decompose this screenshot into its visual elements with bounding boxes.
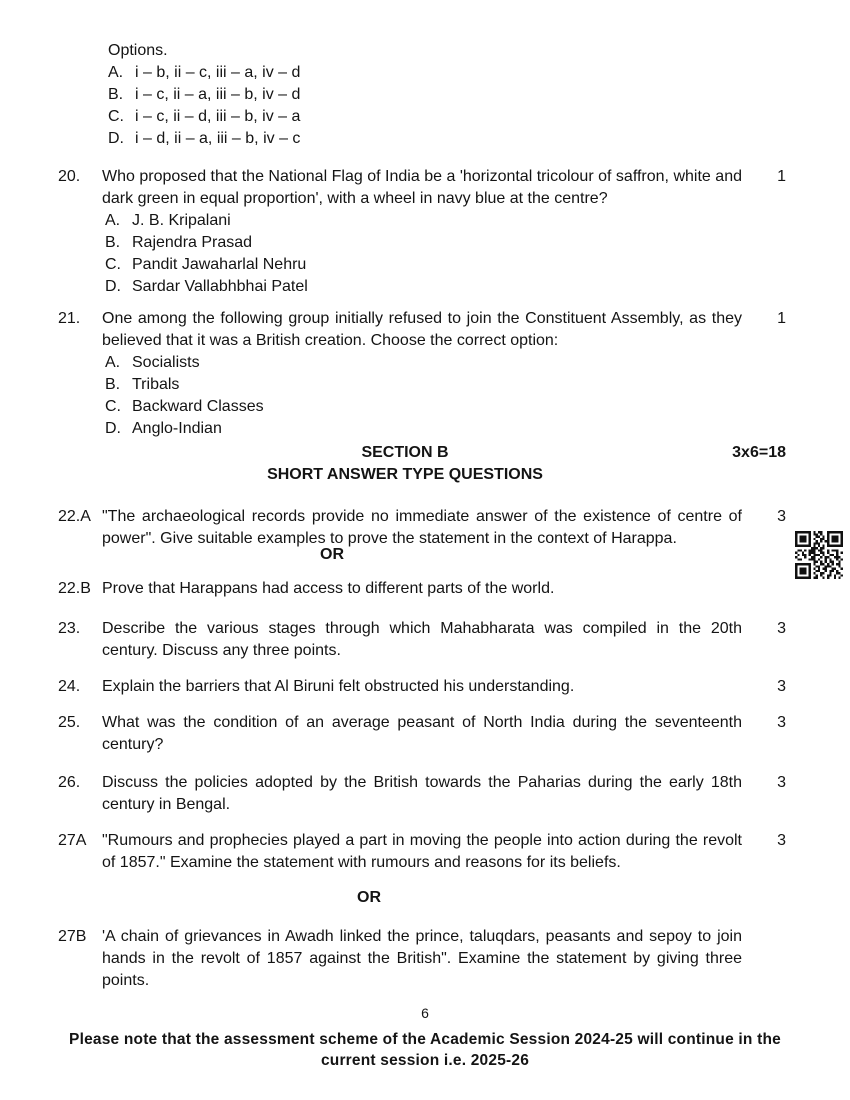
option-text: Tribals — [132, 376, 180, 393]
option-letter: B. — [105, 234, 121, 251]
question-number: 21. — [58, 310, 81, 327]
option-letter: B. — [105, 376, 121, 393]
match-option-a — [108, 62, 850, 84]
option-a — [105, 210, 742, 232]
question-number: 22.A — [58, 508, 91, 525]
question-text: "The archaeological records provide no immediate answer of the existence of centre of power". Give suitable examples to prove the statement in the context of Harappa. — [102, 508, 742, 547]
match-options-header: Options. — [108, 42, 168, 59]
option-text: Rajendra Prasad — [132, 234, 253, 251]
question-marks: 3 — [777, 678, 786, 695]
or-label: OR — [320, 546, 344, 563]
or-label: OR — [357, 889, 381, 906]
question-22b — [58, 578, 850, 600]
option-d — [105, 418, 742, 440]
section-title: SECTION B — [361, 444, 449, 461]
question-text: Who proposed that the National Flag of India be a 'horizontal tricolour of saffron, white and dark green in equal proportion', with a wheel in navy blue at the centre? — [102, 168, 742, 207]
section-subtitle: SHORT ANSWER TYPE QUESTIONS — [267, 466, 543, 483]
option-text: i – c, ii – a, iii – b, iv – d — [135, 86, 301, 103]
question-marks: 1 — [777, 168, 786, 185]
option-c — [105, 254, 742, 276]
option-b — [105, 232, 742, 254]
option-text: Pandit Jawaharlal Nehru — [132, 256, 307, 273]
question-24 — [58, 676, 850, 698]
question-27b — [58, 926, 850, 992]
question-marks: 3 — [777, 508, 786, 525]
option-letter: C. — [108, 108, 124, 125]
option-text: i – c, ii – d, iii – b, iv – a — [135, 108, 301, 125]
question-number: 26. — [58, 774, 81, 791]
question-25 — [58, 712, 850, 756]
option-text: Backward Classes — [132, 398, 264, 415]
option-letter: A. — [105, 212, 121, 229]
option-c — [105, 396, 742, 418]
option-letter: D. — [105, 420, 121, 437]
question-number: 27A — [58, 832, 87, 849]
section-b-header — [58, 442, 850, 486]
question-number: 27B — [58, 928, 87, 945]
question-21 — [58, 308, 850, 440]
option-letter: A. — [105, 354, 121, 371]
question-number: 23. — [58, 620, 81, 637]
footer-note: Please note that the assessment scheme of the Academic Session 2024-25 will continue in the current session i.e. 2025-26 — [69, 1031, 781, 1069]
option-letter: B. — [108, 86, 124, 103]
or-separator-2 — [58, 887, 850, 909]
question-number: 22.B — [58, 580, 91, 597]
question-23 — [58, 618, 850, 662]
option-letter: A. — [108, 64, 124, 81]
question-number: 20. — [58, 168, 81, 185]
match-option-b — [108, 84, 850, 106]
option-letter: D. — [108, 130, 124, 147]
answer-options — [102, 352, 742, 440]
option-text: Anglo-Indian — [132, 420, 222, 437]
option-text: Sardar Vallabhbhai Patel — [132, 278, 308, 295]
match-option-d — [108, 128, 850, 150]
question-27a — [58, 830, 850, 874]
question-marks: 3 — [777, 620, 786, 637]
option-b — [105, 374, 742, 396]
answer-options — [102, 210, 742, 298]
option-letter: D. — [105, 278, 121, 295]
question-22a — [58, 506, 850, 550]
match-option-c — [108, 106, 850, 128]
question-text: One among the following group initially refused to join the Constituent Assembly, as they believed that it was a British creation. Choose the correct option: — [102, 310, 742, 349]
option-text: i – d, ii – a, iii – b, iv – c — [135, 130, 301, 147]
question-20 — [58, 166, 850, 298]
question-marks: 1 — [777, 310, 786, 327]
question-text: 'A chain of grievances in Awadh linked the prince, taluqdars, peasants and sepoy to join hands in the revolt of 1857 against the British". Examine the statement by giving three points. — [102, 928, 742, 989]
option-text: Socialists — [132, 354, 200, 371]
option-text: i – b, ii – c, iii – a, iv – d — [135, 64, 301, 81]
question-text: What was the condition of an average peasant of North India during the seventeenth century? — [102, 714, 742, 753]
option-a — [105, 352, 742, 374]
match-options-block — [108, 40, 850, 150]
page-number: 6 — [421, 1005, 429, 1021]
question-text: Discuss the policies adopted by the British towards the Paharias during the early 18th century in Bengal. — [102, 774, 742, 813]
question-text: Explain the barriers that Al Biruni felt obstructed his understanding. — [102, 678, 575, 695]
question-number: 24. — [58, 678, 81, 695]
option-letter: C. — [105, 256, 121, 273]
section-marks-scheme: 3x6=18 — [732, 444, 786, 461]
question-text: Describe the various stages through which Mahabharata was compiled in the 20th century. Discuss any three points. — [102, 620, 742, 659]
question-number: 25. — [58, 714, 81, 731]
question-text: Prove that Harappans had access to different parts of the world. — [102, 580, 555, 597]
question-marks: 3 — [777, 774, 786, 791]
option-letter: C. — [105, 398, 121, 415]
question-text: "Rumours and prophecies played a part in moving the people into action during the revolt of 1857." Examine the statement with rumours and reasons for its beliefs. — [102, 832, 742, 871]
qr-code-icon — [795, 530, 843, 580]
question-marks: 3 — [777, 714, 786, 731]
option-text: J. B. Kripalani — [132, 212, 231, 229]
question-marks: 3 — [777, 832, 786, 849]
question-26 — [58, 772, 850, 816]
option-d — [105, 276, 742, 298]
